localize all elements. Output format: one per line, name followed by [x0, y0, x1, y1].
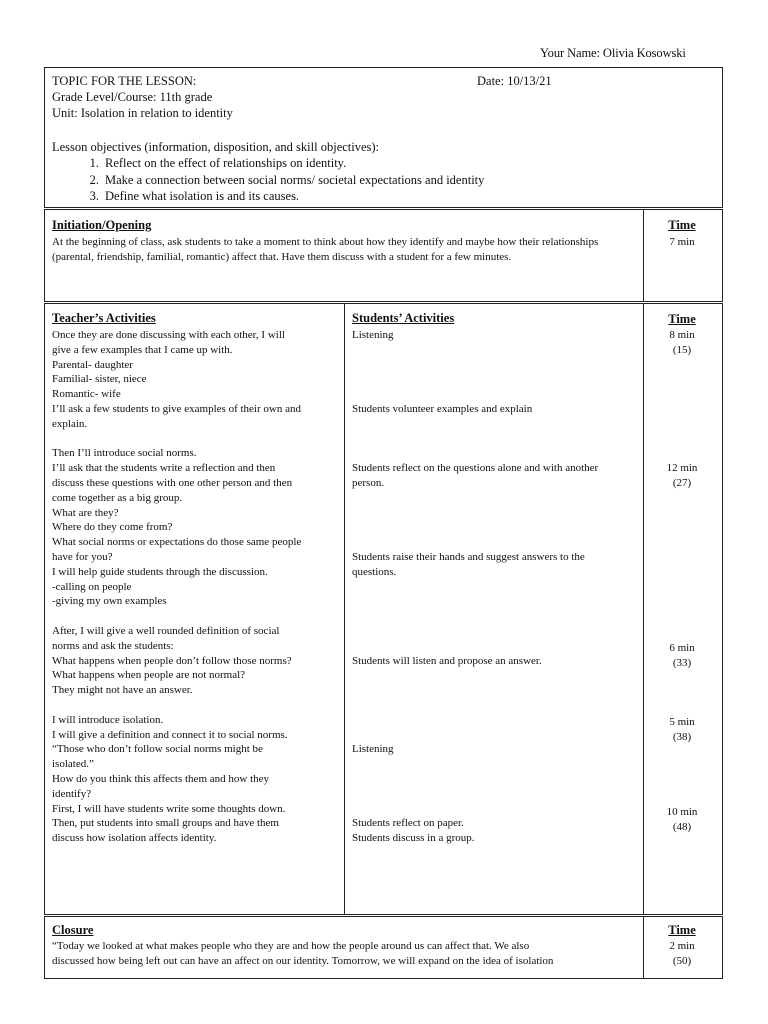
objective-number: 3. [89, 189, 99, 203]
student-activity-line: Students raise their hands and suggest answers to the [352, 550, 585, 563]
student-activity-line [352, 683, 642, 698]
student-activity-line [352, 713, 642, 728]
opening-time: 7 min [669, 236, 695, 248]
student-activity-line [352, 757, 642, 772]
opening-section [44, 209, 723, 302]
teacher-activities-text [52, 328, 342, 846]
student-activity-line: Students volunteer examples and explain [352, 402, 533, 415]
closure-time-column [642, 917, 722, 978]
teacher-activity-line: What are they? [52, 506, 119, 519]
teacher-activity-line: I’ll ask that the students write a reflection and then [52, 462, 276, 475]
teacher-activity-line: Familial- sister, niece [52, 373, 147, 386]
student-activity-line [352, 802, 642, 817]
time-entry [642, 805, 722, 835]
student-activity-line [352, 446, 642, 461]
opening-text: At the beginning of class, ask students to take a moment to think about how they identify and maybe how their relationships (parental, friendship, familial, romantic) affect that. Have them discuss with a student for a few minutes. [52, 236, 599, 263]
time-entry [642, 328, 722, 358]
lesson-date: Date: 10/13/21 [477, 74, 552, 88]
student-activity-line: Students will listen and propose an answer. [352, 654, 542, 667]
time-heading: Time [668, 218, 696, 232]
teacher-activity-line [52, 432, 342, 447]
teacher-activity-line: discuss how isolation affects identity. [52, 832, 217, 845]
student-activity-line: Students discuss in a group. [352, 832, 475, 845]
teacher-activity-line: They might not have an answer. [52, 684, 193, 697]
student-activity-line [352, 520, 642, 535]
teacher-activity-line: identify? [52, 787, 92, 800]
teacher-activity-line: Once they are done discussing with each other, I will [52, 329, 285, 341]
student-activity-line [352, 491, 642, 506]
objective-item [67, 155, 484, 172]
opening-time-column [642, 210, 722, 301]
topic-label: TOPIC FOR THE LESSON: [52, 74, 197, 88]
closure-text-line: discussed how being left out can have an affect on our identity. Tomorrow, we will expand on the idea of isolation [52, 955, 554, 967]
your-name: Your Name: Olivia Kosowski [540, 46, 686, 60]
student-activity-line: questions. [352, 565, 397, 578]
student-activity-line [352, 358, 642, 373]
teacher-activity-line: Where do they come from? [52, 521, 173, 534]
student-activity-line [352, 387, 642, 402]
teacher-activity-line: First, I will have students write some thoughts down. [52, 802, 286, 815]
time-entry [642, 715, 722, 745]
objective-text: Define what isolation is and its causes. [105, 189, 300, 203]
unit-title: Unit: Isolation in relation to identity [52, 106, 233, 120]
student-activity-line [352, 624, 642, 639]
student-activity-line [352, 772, 642, 787]
students-activities-title: Students’ Activities [352, 311, 455, 325]
time-minutes: 10 min [666, 806, 698, 818]
closure-text-line: “Today we looked at what makes people who they are and how the people around us can affect that. We also [52, 940, 530, 952]
students-activities-text [352, 328, 642, 846]
teacher-activity-line: -giving my own examples [52, 595, 167, 608]
teacher-activity-line: explain. [52, 417, 88, 430]
teacher-activity-line: Then I’ll introduce social norms. [52, 447, 197, 460]
student-activity-line [352, 668, 642, 683]
student-activity-line [352, 343, 642, 358]
teacher-activity-line: “Those who don’t follow social norms might be [52, 743, 263, 756]
student-activity-line: person. [352, 476, 385, 489]
student-activity-line: Students reflect on the questions alone and with another [352, 462, 599, 475]
teacher-activity-line: What happens when people don’t follow those norms? [52, 654, 292, 667]
activities-time-column [642, 304, 722, 914]
time-cumulative: (48) [672, 820, 692, 833]
teacher-activity-line: Romantic- wife [52, 388, 121, 401]
time-cumulative: (38) [672, 730, 692, 743]
time-entry [642, 461, 722, 491]
student-activity-line [352, 372, 642, 387]
closure-cumulative: (50) [672, 955, 692, 967]
student-activity-line: Listening [352, 329, 394, 341]
teacher-activity-line: isolated.” [52, 758, 94, 771]
closure-section [44, 916, 723, 979]
teacher-activity-line: norms and ask the students: [52, 639, 174, 652]
teacher-activity-line: Then, put students into small groups and have them [52, 817, 279, 830]
lesson-header-box [44, 67, 723, 208]
student-activity-line [352, 698, 642, 713]
teacher-activity-line: -calling on people [52, 580, 132, 593]
student-activity-line [352, 639, 642, 654]
teacher-activity-line: discuss these questions with one other person and then [52, 476, 293, 489]
time-minutes: 8 min [669, 329, 695, 341]
student-activity-line [352, 787, 642, 802]
teacher-activity-line: After, I will give a well rounded definition of social [52, 624, 280, 637]
objective-number: 1. [89, 156, 99, 170]
teacher-activities-title: Teacher’s Activities [52, 311, 156, 325]
teacher-activity-line: give a few examples that I came up with. [52, 343, 233, 356]
time-minutes: 5 min [669, 716, 695, 728]
time-heading: Time [668, 312, 696, 326]
teacher-activity-line: I will give a definition and connect it to social norms. [52, 728, 288, 741]
student-activity-line [352, 580, 642, 595]
student-activity-line: Listening [352, 743, 394, 756]
grade-level: Grade Level/Course: 11th grade [52, 90, 213, 104]
student-activity-line [352, 594, 642, 609]
teacher-activity-line: How do you think this affects them and how they [52, 772, 270, 785]
student-activity-line [352, 506, 642, 521]
teacher-activity-line: have for you? [52, 550, 113, 563]
objectives-title: Lesson objectives (information, disposition, and skill objectives): [52, 140, 380, 154]
teacher-activity-line [52, 609, 342, 624]
time-minutes: 6 min [669, 642, 695, 654]
student-activity-line: Students reflect on paper. [352, 817, 464, 830]
objective-item [67, 188, 484, 205]
student-activity-line [352, 432, 642, 447]
time-minutes: 12 min [666, 462, 698, 474]
teacher-activity-line: I will help guide students through the discussion. [52, 565, 268, 578]
teacher-activity-line: come together as a big group. [52, 491, 183, 504]
student-activity-line [352, 535, 642, 550]
time-cumulative: (15) [672, 343, 692, 356]
student-activity-line [352, 728, 642, 743]
closure-title: Closure [52, 923, 94, 937]
time-cumulative: (27) [672, 476, 692, 489]
closure-time: 2 min [669, 940, 695, 952]
time-heading: Time [668, 923, 696, 937]
time-entry [642, 641, 722, 671]
teacher-activity-line [52, 698, 342, 713]
objective-text: Make a connection between social norms/ societal expectations and identity [105, 172, 485, 187]
objective-number: 2. [89, 172, 99, 187]
objective-text: Reflect on the effect of relationships on identity. [105, 156, 347, 170]
teacher-activity-line: I’ll ask a few students to give examples of their own and [52, 402, 301, 415]
column-divider [344, 304, 345, 914]
teacher-activity-line: Parental- daughter [52, 358, 133, 371]
activities-section [44, 303, 723, 915]
time-cumulative: (33) [672, 656, 692, 669]
student-activity-line [352, 417, 642, 432]
objective-item [67, 172, 484, 189]
teacher-activity-line: I will introduce isolation. [52, 713, 164, 726]
objectives-list [67, 155, 484, 205]
opening-title: Initiation/Opening [52, 218, 152, 232]
teacher-activity-line: What social norms or expectations do those same people [52, 536, 302, 549]
student-activity-line [352, 609, 642, 624]
teacher-activity-line: What happens when people are not normal? [52, 669, 246, 682]
